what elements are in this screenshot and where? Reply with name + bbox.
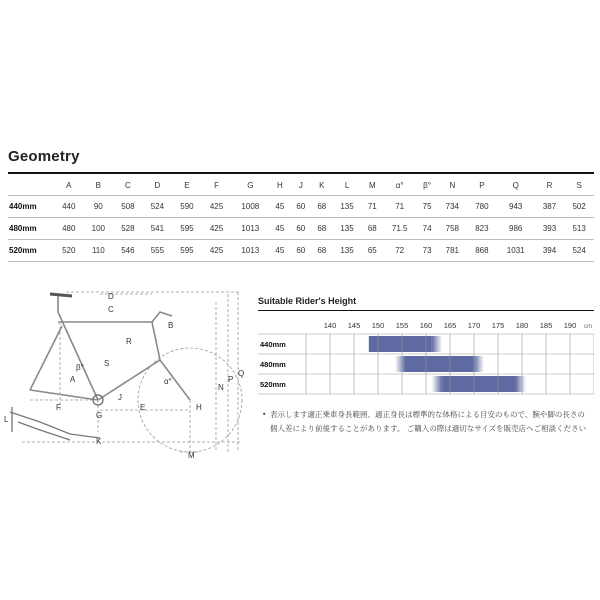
- column-header: J: [298, 181, 303, 190]
- geometry-table: [8, 176, 594, 262]
- tick-label: 140: [323, 321, 337, 330]
- table-cell: 90: [84, 196, 114, 218]
- diagram-label: D: [108, 292, 114, 301]
- tick-label: 190: [563, 321, 577, 330]
- table-cell: 45: [269, 218, 290, 240]
- column-header: H: [276, 181, 283, 190]
- table-cell: 71: [383, 196, 417, 218]
- tick-label: 170: [467, 321, 481, 330]
- saddle: [50, 294, 72, 296]
- column-header: R: [546, 181, 553, 190]
- diagram-label: L: [4, 415, 9, 424]
- tick-label: 180: [515, 321, 529, 330]
- note-bullet: •: [262, 410, 267, 419]
- table-cell: 781: [438, 240, 468, 262]
- column-header: α°: [395, 181, 404, 190]
- column-header: Q: [512, 181, 519, 190]
- column-header: β°: [423, 181, 431, 190]
- row-label: 520mm: [8, 240, 54, 262]
- column-header: B: [95, 181, 101, 190]
- bike-geometry-diagram: [0, 282, 252, 482]
- table-cell: 541: [143, 218, 173, 240]
- table-cell: 65: [362, 240, 383, 262]
- table-row: [8, 218, 594, 240]
- table-cell: 387: [535, 196, 565, 218]
- column-header: E: [184, 181, 190, 190]
- diagram-label: β°: [76, 363, 84, 372]
- size-label: 480mm: [260, 360, 286, 369]
- table-cell: 71.5: [383, 218, 417, 240]
- table-cell: 1013: [231, 218, 269, 240]
- table-cell: 425: [202, 240, 232, 262]
- height-band-fade-left: [432, 376, 442, 392]
- table-cell: 868: [467, 240, 497, 262]
- table-cell: 480: [54, 218, 84, 240]
- table-cell: 986: [497, 218, 535, 240]
- column-header: A: [66, 181, 72, 190]
- crank-detail: [10, 411, 103, 438]
- table-cell: 1031: [497, 240, 535, 262]
- diagram-label: G: [96, 411, 103, 420]
- column-header: G: [247, 181, 254, 190]
- table-cell: 508: [113, 196, 143, 218]
- head-tube: [152, 322, 160, 360]
- table-cell: 524: [143, 196, 173, 218]
- table-cell: 440: [54, 196, 84, 218]
- table-cell: 595: [172, 240, 202, 262]
- table-cell: 502: [564, 196, 594, 218]
- riders-height-divider: [258, 310, 594, 311]
- diagram-label: E: [140, 403, 146, 412]
- diagram-label: F: [56, 403, 61, 412]
- table-cell: 73: [417, 240, 438, 262]
- table-cell: 68: [362, 218, 383, 240]
- table-cell: 45: [269, 196, 290, 218]
- table-cell: 60: [290, 218, 311, 240]
- table-cell: 394: [535, 240, 565, 262]
- diagram-label: α°: [164, 377, 172, 386]
- diagram-label: R: [126, 337, 132, 346]
- table-cell: 45: [269, 240, 290, 262]
- table-cell: 590: [172, 196, 202, 218]
- column-header: S: [576, 181, 582, 190]
- diagram-label: N: [218, 383, 224, 392]
- column-header: L: [344, 181, 350, 190]
- table-cell: 75: [417, 196, 438, 218]
- diagram-label: H: [196, 403, 202, 412]
- diagram-label: P: [228, 375, 234, 384]
- height-band-fade-left: [395, 356, 405, 372]
- size-label: 520mm: [260, 380, 286, 389]
- table-cell: 68: [311, 240, 332, 262]
- table-cell: 758: [438, 218, 468, 240]
- table-row: [8, 196, 594, 218]
- table-row: [8, 240, 594, 262]
- table-cell: 943: [497, 196, 535, 218]
- column-header: C: [124, 181, 131, 190]
- tick-label: 185: [539, 321, 553, 330]
- table-cell: 425: [202, 218, 232, 240]
- seat-tube: [58, 312, 98, 400]
- table-cell: 110: [84, 240, 114, 262]
- riders-height-title: Suitable Rider's Height: [258, 296, 357, 306]
- diagram-label: Q: [238, 369, 245, 378]
- table-cell: 68: [311, 196, 332, 218]
- tick-label: 150: [371, 321, 385, 330]
- column-header: D: [154, 181, 161, 190]
- table-cell: 780: [467, 196, 497, 218]
- riders-height-note: [262, 408, 590, 436]
- table-cell: 135: [332, 240, 362, 262]
- tick-label: 145: [347, 321, 361, 330]
- geometry-header-row: [8, 176, 594, 196]
- table-cell: 595: [172, 218, 202, 240]
- tick-label: 155: [395, 321, 409, 330]
- height-band-ideal: [442, 376, 515, 392]
- table-cell: 513: [564, 218, 594, 240]
- table-cell: 393: [535, 218, 565, 240]
- header-corner: [8, 176, 54, 196]
- diagram-label: A: [70, 375, 76, 384]
- table-cell: 520: [54, 240, 84, 262]
- diagram-label: M: [188, 451, 195, 460]
- table-cell: 1013: [231, 240, 269, 262]
- column-header: N: [449, 181, 456, 190]
- table-cell: 60: [290, 196, 311, 218]
- size-label: 440mm: [260, 340, 286, 349]
- table-cell: 528: [113, 218, 143, 240]
- table-cell: 74: [417, 218, 438, 240]
- table-cell: 734: [438, 196, 468, 218]
- table-cell: 1008: [231, 196, 269, 218]
- height-band-fade-right: [515, 376, 525, 392]
- diagram-label: S: [104, 359, 110, 368]
- column-header: K: [319, 181, 325, 190]
- page-title: Geometry: [8, 148, 80, 165]
- height-band-fade-right: [432, 336, 442, 352]
- table-cell: 135: [332, 196, 362, 218]
- column-header: M: [368, 181, 376, 190]
- table-cell: 72: [383, 240, 417, 262]
- tick-label: 160: [419, 321, 433, 330]
- table-cell: 71: [362, 196, 383, 218]
- chain-stay: [30, 390, 98, 400]
- note-text: 表示します適正乗車身長範囲、適正身長は標準的な体格による目安のもので、腕や脚の長さの個人差により前後することがあります。 ご購入の際は適切なサイズを販売店へご相談ください: [270, 410, 587, 433]
- table-cell: 546: [113, 240, 143, 262]
- diagram-label: K: [96, 437, 102, 446]
- diagram-label: C: [108, 305, 114, 314]
- table-cell: 823: [467, 218, 497, 240]
- seat-stay: [30, 326, 62, 390]
- diagram-label: J: [118, 393, 122, 402]
- unit-label: cm: [584, 324, 592, 330]
- table-cell: 68: [311, 218, 332, 240]
- riders-height-chart: [258, 318, 594, 396]
- tick-label: 175: [491, 321, 505, 330]
- row-label: 440mm: [8, 196, 54, 218]
- height-band-fade-right: [474, 356, 484, 372]
- table-cell: 524: [564, 240, 594, 262]
- table-cell: 60: [290, 240, 311, 262]
- table-cell: 100: [84, 218, 114, 240]
- diagram-label: B: [168, 321, 174, 330]
- table-cell: 555: [143, 240, 173, 262]
- column-header: F: [214, 181, 219, 190]
- row-label: 480mm: [8, 218, 54, 240]
- tick-label: 165: [443, 321, 457, 330]
- height-band-ideal: [405, 356, 473, 372]
- column-header: P: [479, 181, 485, 190]
- table-cell: 135: [332, 218, 362, 240]
- table-cell: 425: [202, 196, 232, 218]
- title-divider: [8, 172, 594, 174]
